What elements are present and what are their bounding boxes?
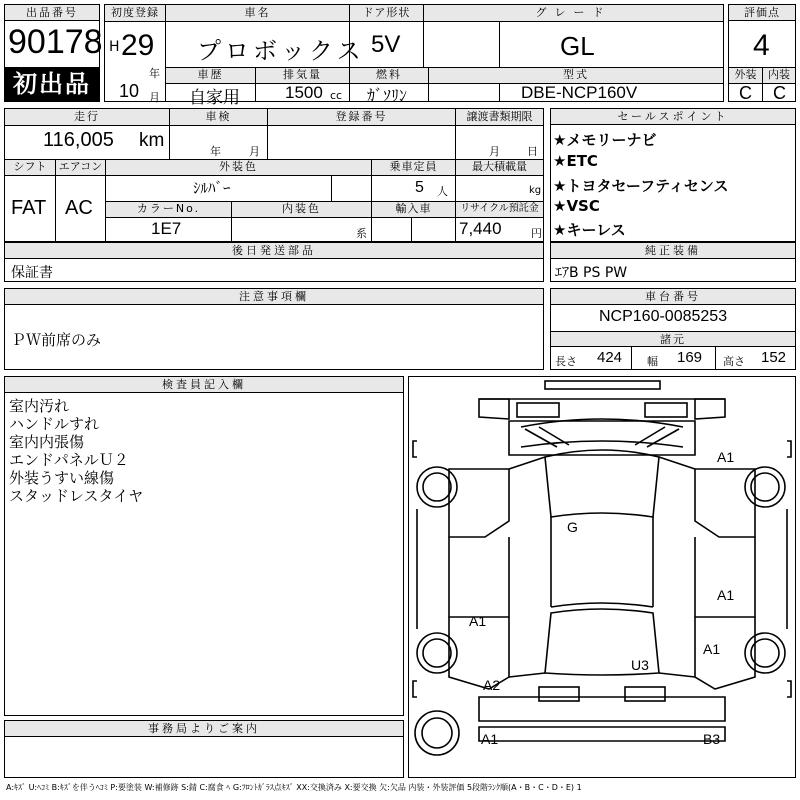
dims-label: 諸元 xyxy=(551,331,795,347)
displacement-unit: cc xyxy=(330,89,343,102)
width: 169 xyxy=(677,349,703,366)
inspector-line: エンドパネルＵ２ xyxy=(9,451,129,469)
damage-mark: A1 xyxy=(469,613,487,629)
color-no: 1E7 xyxy=(151,219,182,238)
car-outline-diagram xyxy=(409,377,795,777)
sales-points-box xyxy=(550,108,796,242)
sales-point: ★メモリーナビ xyxy=(553,131,657,149)
capacity-label: 乗車定員 xyxy=(372,160,455,175)
model: DBE-NCP160V xyxy=(521,83,638,102)
transfer-month-unit: 月 xyxy=(489,145,500,158)
sales-point: ★トヨタセーフティセンス xyxy=(553,177,729,195)
exterior-label: 外装 xyxy=(729,68,762,83)
parts-label: 後日発送部品 xyxy=(5,243,543,259)
damage-mark: A1 xyxy=(703,641,721,657)
notes-box xyxy=(4,288,544,370)
month: 10 xyxy=(119,81,140,101)
color-label: 外装色 xyxy=(106,160,371,175)
lot-box xyxy=(4,4,103,102)
interior-label: 内装 xyxy=(763,68,795,83)
capacity: 5 xyxy=(415,179,424,196)
history-label: 車歴 xyxy=(166,68,255,83)
insp-month-unit: 月 xyxy=(249,145,260,158)
score: 4 xyxy=(753,29,770,62)
inspector-label: 検査員記入欄 xyxy=(5,377,403,393)
door-type: 5V xyxy=(371,31,401,58)
damage-diagram xyxy=(408,376,796,778)
history: 自家用 xyxy=(189,88,240,108)
sales-points-label: セールスポイント xyxy=(551,109,795,125)
inspector-line: 外装うすい線傷 xyxy=(9,469,115,487)
damage-mark: U3 xyxy=(631,657,649,673)
fuel-label: 燃料 xyxy=(350,68,428,83)
equipment-box xyxy=(550,242,796,282)
legend: A:ｷｽﾞ U:ﾍｺﾐ B:ｷｽﾞを伴うﾍｺﾐ P:要塗装 W:補修跡 S:錆 C:腐食 ﾍ G:ﾌﾛﾝﾄｶﾞﾗｽ点ｷｽﾞ XX:交換済み X:要交換 欠:欠品 内装・外装評価 5段階ﾗﾝｸ順(A・B・C・D・E) 1 xyxy=(6,783,582,792)
inspector-line: ハンドルすれ xyxy=(9,415,100,433)
length: 424 xyxy=(597,349,623,366)
inspector-line: 室内汚れ xyxy=(9,397,70,415)
load-label: 最大積載量 xyxy=(456,160,543,175)
insp-year-unit: 年 xyxy=(210,145,221,158)
fuel: ｶﾞｿﾘﾝ xyxy=(367,86,408,105)
damage-mark: G xyxy=(567,519,578,535)
load-unit: kg xyxy=(529,185,542,196)
ac-label: エアコン xyxy=(56,160,105,175)
details-table xyxy=(4,108,544,242)
office-box xyxy=(4,720,404,778)
length-label: 長さ xyxy=(555,355,577,368)
lot-label: 出品番号 xyxy=(5,5,99,21)
damage-mark: B3 xyxy=(703,731,721,747)
sales-point: ★VSC xyxy=(553,197,600,215)
notes-value: ＰＷ前席のみ xyxy=(11,331,102,349)
notes-label: 注意事項欄 xyxy=(5,289,543,305)
capacity-unit: 人 xyxy=(437,185,448,198)
damage-mark: A1 xyxy=(717,449,735,465)
inspector-line: 室内内張傷 xyxy=(9,433,85,451)
inspector-box xyxy=(4,376,404,716)
damage-mark: A1 xyxy=(481,731,499,747)
year-unit: 年 xyxy=(149,67,160,80)
mileage-unit: km xyxy=(139,130,165,151)
exterior-grade: C xyxy=(739,83,752,103)
chassis-label: 車台番号 xyxy=(551,289,795,305)
header-table xyxy=(104,4,724,108)
car-name-label: 車名 xyxy=(166,5,349,21)
chassis-box xyxy=(550,288,796,370)
office-label: 事務局よりご案内 xyxy=(5,721,403,737)
recycle-label: リサイクル預託金 xyxy=(456,202,543,217)
lot-number: 90178 xyxy=(8,23,103,61)
ac: AC xyxy=(65,197,93,219)
transfer-label: 譲渡書類期限 xyxy=(456,109,543,125)
recycle: 7,440 xyxy=(459,219,502,238)
equipment-label: 純正装備 xyxy=(551,243,795,259)
interior-color-label: 内装色 xyxy=(232,202,371,217)
transfer-day-unit: 日 xyxy=(527,145,538,158)
parts-box xyxy=(4,242,544,282)
chassis-number: NCP160-0085253 xyxy=(599,308,728,325)
score-label: 評価点 xyxy=(729,5,795,21)
sales-point: ★ETC xyxy=(553,152,598,170)
color: ｼﾙﾊﾞｰ xyxy=(193,179,231,197)
shift: FAT xyxy=(11,197,47,219)
recycle-unit: 円 xyxy=(531,227,542,240)
width-label: 幅 xyxy=(647,355,658,368)
model-label: 型式 xyxy=(429,68,723,83)
reg-year: 29 xyxy=(121,29,155,62)
shift-label: シフト xyxy=(5,160,55,175)
inspection-label: 車検 xyxy=(170,109,267,125)
car-name: プロボックス xyxy=(197,37,365,65)
plate-label: 登録番号 xyxy=(268,109,455,125)
score-box xyxy=(728,4,796,102)
displacement-label: 排気量 xyxy=(256,68,349,83)
month-unit: 月 xyxy=(149,91,160,104)
interior-grade: C xyxy=(773,83,786,103)
interior-color-unit: 系 xyxy=(356,227,367,240)
import-label: 輸入車 xyxy=(372,202,455,217)
damage-mark: A2 xyxy=(483,677,501,693)
parts-value: 保証書 xyxy=(11,265,53,281)
era: H xyxy=(109,39,120,55)
mileage: 116,005 xyxy=(43,129,114,151)
mileage-label: 走行 xyxy=(5,109,169,125)
grade: GL xyxy=(560,31,595,61)
damage-mark: A1 xyxy=(717,587,735,603)
door-label: ドア形状 xyxy=(350,5,423,21)
height: 152 xyxy=(761,349,787,366)
grade-label: グレード xyxy=(424,5,723,21)
first-listing-badge: 初出品 xyxy=(5,67,99,101)
sales-point: ★キーレス xyxy=(553,221,626,239)
height-label: 高さ xyxy=(723,355,745,368)
reg-label: 初度登録 xyxy=(105,5,165,21)
equipment-value: ｴｱB PS PW xyxy=(555,265,628,281)
displacement: 1500 xyxy=(285,83,323,102)
inspector-line: スタッドレスタイヤ xyxy=(9,487,144,505)
color-no-label: カラーNo. xyxy=(106,202,231,217)
